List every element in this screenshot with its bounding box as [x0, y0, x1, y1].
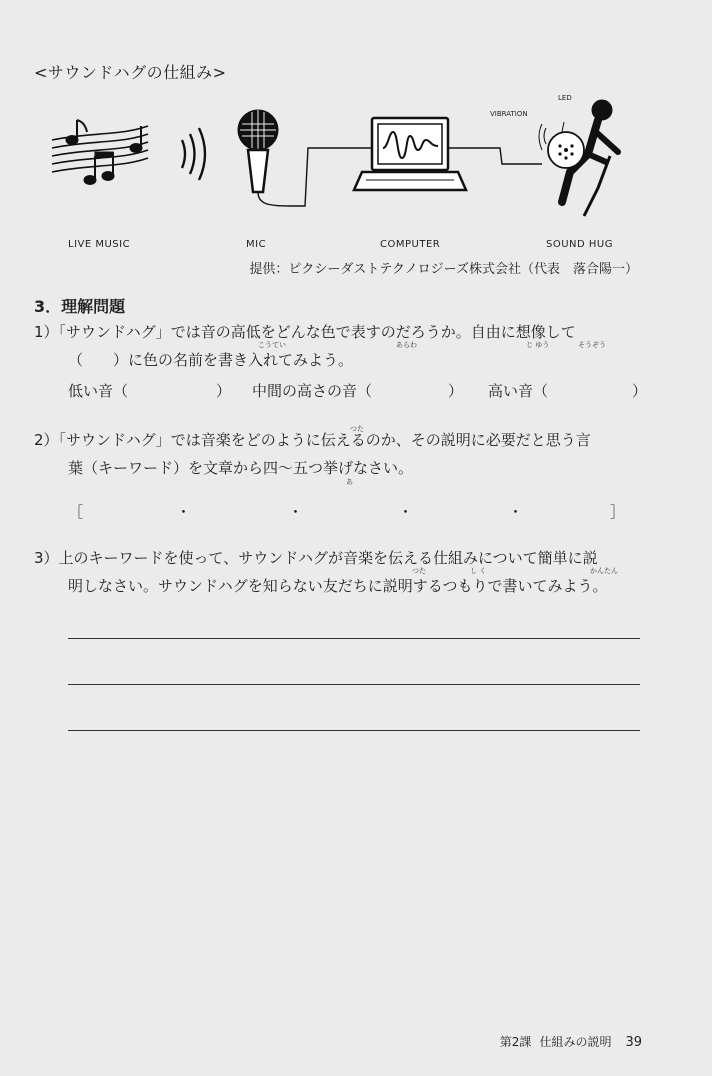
person-hugging-ball-icon [539, 100, 618, 216]
q2-separator-3: ・ [398, 503, 414, 521]
q2-open-bracket: ［ [68, 503, 84, 521]
label-led: LED [558, 94, 572, 102]
section-title: <サウンドハグの仕組み> [34, 63, 227, 82]
music-notes-icon [52, 120, 148, 185]
q1-mid-label: 中間の高さの音（ [252, 382, 373, 400]
page-footer [500, 1033, 642, 1050]
sound-waves-icon [182, 128, 205, 180]
q2-separator-1: ・ [176, 503, 192, 521]
q2-separator-4: ・ [508, 503, 524, 521]
sound-hug-diagram [50, 92, 650, 262]
image-credit: 提供：ピクシーダストテクノロジーズ株式会社（代表 落合陽一） [249, 262, 638, 277]
q2-ruby-a: あ [346, 478, 353, 486]
q2-ruby-tsuta: つた [350, 425, 364, 433]
q1-line1: 1）「サウンドハグ」では音の高低をどんな色で表すのだろうか。自由に想像して [34, 323, 576, 341]
answer-line-2[interactable] [68, 684, 640, 685]
q1-ruby-jiyuu: じ ゆう [526, 341, 550, 349]
q2-line2: 葉（キーワード）を文章から四〜五つ挙げなさい。 [68, 459, 414, 477]
questions-heading: 3．理解問題 [34, 297, 126, 316]
q1-ruby-souzou: そうぞう [578, 341, 606, 349]
q3-line1: 3）上のキーワードを使って、サウンドハグが音楽を伝える仕組みについて簡単に説 [34, 549, 598, 567]
label-live-music: LIVE MUSIC [68, 239, 131, 250]
q1-line2: （ ）に色の名前を書き入れてみよう。 [68, 351, 354, 369]
laptop-icon [354, 118, 542, 190]
q3-ruby-shiku: し く [470, 567, 487, 575]
q1-mid-close: ） [448, 382, 464, 400]
q1-high-label: 高い音（ [488, 382, 549, 400]
label-vibration: VIBRATION [490, 110, 528, 118]
page-number: 39 [625, 1035, 642, 1050]
answer-line-1[interactable] [68, 638, 640, 639]
diagram-graphics [50, 92, 650, 262]
q3-line2: 明しなさい。サウンドハグを知らない友だちに説明するつもりで書いてみよう。 [68, 577, 608, 595]
microphone-icon [238, 110, 372, 206]
q2-close-bracket: ］ [610, 503, 626, 521]
label-computer: COMPUTER [380, 239, 441, 250]
label-sound-hug: SOUND HUG [546, 239, 613, 250]
answer-line-3[interactable] [68, 730, 640, 731]
q1-ruby-koutei: こうてい [258, 341, 286, 349]
q3-ruby-kantan: かんたん [590, 567, 618, 575]
q2-separator-2: ・ [288, 503, 304, 521]
label-mic: MIC [246, 239, 267, 250]
q3-ruby-tsuta: つた [412, 567, 426, 575]
q2-line1: 2）「サウンドハグ」では音楽をどのように伝えるのか、その説明に必要だと思う言 [34, 431, 591, 449]
q1-ruby-arawa: あらわ [396, 341, 417, 349]
q1-color-answers [68, 380, 648, 402]
q1-low-close: ） [216, 382, 232, 400]
footer-lesson: 第2課 [499, 1035, 532, 1049]
footer-title: 仕組みの説明 [539, 1035, 612, 1049]
q2-keyword-answers [68, 501, 628, 523]
q1-high-close: ） [632, 382, 648, 400]
q1-low-label: 低い音（ [68, 382, 129, 400]
